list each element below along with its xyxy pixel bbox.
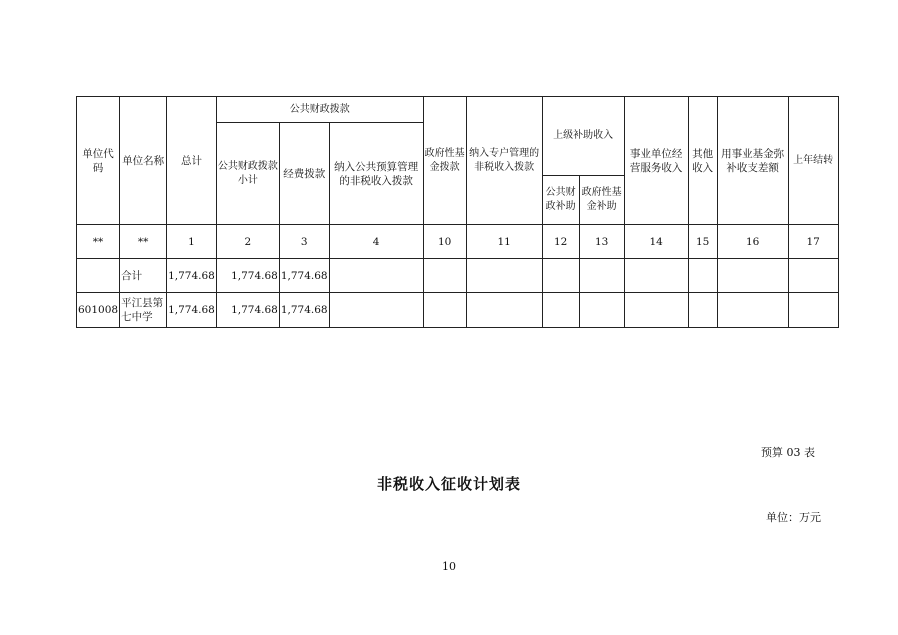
header-business-income: 事业单位经营服务收入 (624, 97, 688, 225)
index-cell: 2 (216, 225, 279, 259)
header-total: 总计 (167, 97, 217, 225)
header-sub-public-finance: 公共财政补助 (542, 176, 579, 225)
table-row (77, 259, 839, 293)
empty-cell (788, 259, 838, 293)
empty-cell (688, 293, 717, 328)
empty-cell (466, 259, 542, 293)
empty-cell (624, 259, 688, 293)
row-total: 1,774.68 (167, 259, 217, 293)
row-name: 合计 (120, 259, 167, 293)
index-cell: 17 (788, 225, 838, 259)
empty-cell (542, 259, 579, 293)
index-cell: 15 (688, 225, 717, 259)
header-carryover: 上年结转 (788, 97, 838, 225)
header-funding: 经费拨款 (279, 123, 329, 225)
index-cell: 1 (167, 225, 217, 259)
index-cell: 4 (329, 225, 423, 259)
empty-cell (423, 259, 466, 293)
budget-table (76, 96, 839, 328)
header-special-account: 纳入专户管理的非税收入拨款 (466, 97, 542, 225)
index-cell: 10 (423, 225, 466, 259)
empty-cell (329, 293, 423, 328)
header-unit-code: 单位代码 (77, 97, 120, 225)
empty-cell (624, 293, 688, 328)
empty-cell (579, 293, 624, 328)
empty-cell (717, 259, 788, 293)
page-number: 10 (442, 560, 456, 573)
row-funding: 1,774.68 (279, 259, 329, 293)
row-total: 1,774.68 (167, 293, 217, 328)
form-code: 预算 03 表 (761, 446, 815, 459)
header-nontax-budget: 纳入公共预算管理的非税收入拨款 (329, 123, 423, 225)
header-pf-subtotal: 公共财政拨款小计 (216, 123, 279, 225)
header-other-income: 其他收入 (688, 97, 717, 225)
empty-cell (788, 293, 838, 328)
empty-cell (717, 293, 788, 328)
row-subtotal: 1,774.68 (216, 293, 279, 328)
header-unit-name: 单位名称 (120, 97, 167, 225)
empty-cell (688, 259, 717, 293)
row-subtotal: 1,774.68 (216, 259, 279, 293)
empty-cell (542, 293, 579, 328)
row-funding: 1,774.68 (279, 293, 329, 328)
header-fund-supplement: 用事业基金弥补收支差额 (717, 97, 788, 225)
header-gov-fund: 政府性基金拨款 (423, 97, 466, 225)
header-sub-gov-fund: 政府性基金补助 (579, 176, 624, 225)
index-cell: 11 (466, 225, 542, 259)
header-superior-subsidy: 上级补助收入 (542, 97, 624, 176)
empty-cell (329, 259, 423, 293)
unit-label: 单位：万元 (766, 511, 821, 524)
empty-cell (423, 293, 466, 328)
row-name: 平江县第七中学 (120, 293, 167, 328)
row-code (77, 259, 120, 293)
row-code: 601008 (77, 293, 120, 328)
index-cell: 14 (624, 225, 688, 259)
index-cell: ** (77, 225, 120, 259)
index-cell: ** (120, 225, 167, 259)
header-public-finance: 公共财政拨款 (216, 97, 423, 123)
index-cell: 16 (717, 225, 788, 259)
table-row (77, 293, 839, 328)
page-title: 非税收入征收计划表 (376, 475, 521, 493)
index-cell: 13 (579, 225, 624, 259)
empty-cell (579, 259, 624, 293)
index-cell: 3 (279, 225, 329, 259)
index-row (77, 225, 839, 259)
index-cell: 12 (542, 225, 579, 259)
empty-cell (466, 293, 542, 328)
